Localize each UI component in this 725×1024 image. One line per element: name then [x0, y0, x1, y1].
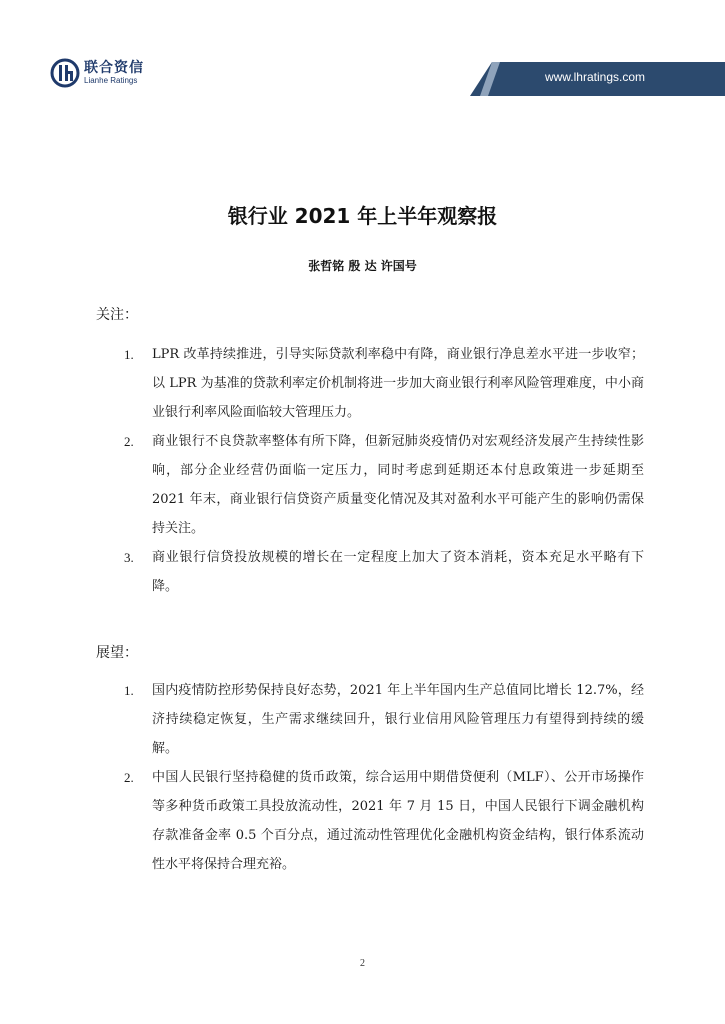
logo-english-name: Lianhe Ratings	[84, 75, 138, 85]
website-banner	[470, 62, 725, 96]
authors: 张哲铭 殷 达 许国号	[308, 259, 417, 273]
item-text: 中国人民银行坚持稳健的货币政策，综合运用中期借贷便利（MLF）、公开市场操作等多种货币政策工具投放流动性，2021 年 7 月 15 日，中国人民银行下调金融机构存款准备金率 0.5 个百分点，通过流动性管理优化金融机构资金结构，银行体系流动性水平将保持合理充裕。	[152, 770, 644, 872]
website-url: www.lhratings.com	[544, 70, 645, 84]
page-number: 2	[360, 958, 365, 969]
lianhe-logo	[50, 58, 144, 88]
focus-heading: 关注：	[96, 307, 138, 323]
outlook-heading: 展望：	[96, 645, 138, 661]
item-number: 2.	[124, 434, 134, 449]
page-header	[0, 0, 725, 110]
item-number: 3.	[124, 550, 134, 565]
lianhe-logo-icon	[50, 58, 80, 88]
item-text: 商业银行不良贷款率整体有所下降，但新冠肺炎疫情仍对宏观经济发展产生持续性影响，部分企业经营仍面临一定压力，同时考虑到延期还本付息政策进一步延期至 2021 年末，商业银行信贷资产质量变化情况及其对盈利水平可能产生的影响仍需保持关注。	[152, 434, 644, 536]
item-number: 1.	[124, 347, 134, 362]
item-number: 1.	[124, 683, 134, 698]
list-item	[124, 763, 644, 879]
item-text: 商业银行信贷投放规模的增长在一定程度上加大了资本消耗，资本充足水平略有下降。	[152, 550, 644, 594]
list-item	[124, 543, 644, 601]
outlook-list	[124, 676, 644, 879]
focus-list	[124, 340, 644, 601]
list-item	[124, 676, 644, 763]
page-title: 银行业 2021 年上半年观察报	[227, 204, 498, 228]
item-text: 国内疫情防控形势保持良好态势，2021 年上半年国内生产总值同比增长 12.7%，经济持续稳定恢复，生产需求继续回升，银行业信用风险管理压力有望得到持续的缓解。	[152, 683, 644, 756]
list-item	[124, 340, 644, 427]
item-text: LPR 改革持续推进，引导实际贷款利率稳中有降，商业银行净息差水平进一步收窄；以 LPR 为基准的贷款利率定价机制将进一步加大商业银行利率风险管理难度，中小商业银行利率风险面临较大管理压力。	[152, 347, 644, 420]
item-number: 2.	[124, 770, 134, 785]
logo-chinese-name: 联合资信	[84, 59, 144, 76]
list-item	[124, 427, 644, 543]
